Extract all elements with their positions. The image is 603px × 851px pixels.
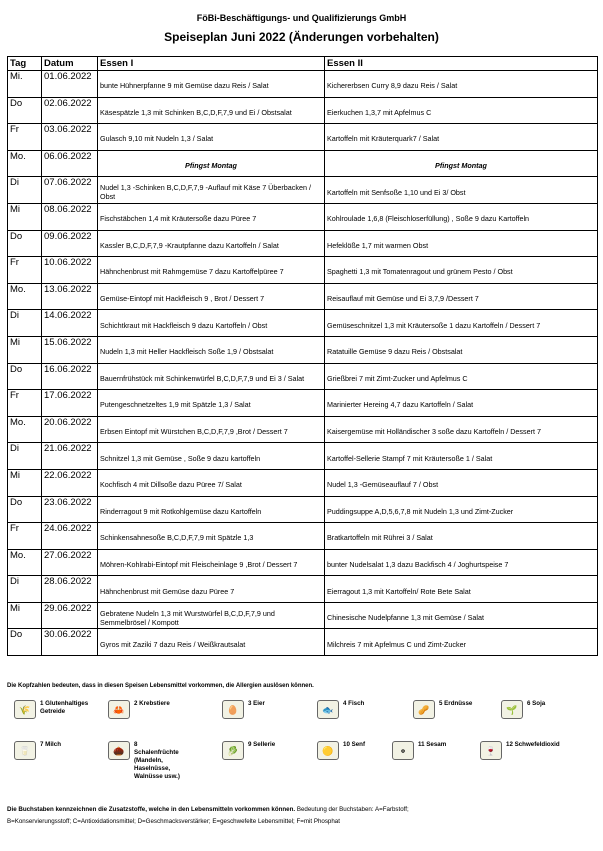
allergen-label: 7 Milch xyxy=(40,741,61,748)
table-row xyxy=(8,230,598,257)
essen-2-cell: Eierragout 1,3 mit Kartoffeln/ Rote Bete Salat xyxy=(325,576,598,603)
allergen-label: 11 Sesam xyxy=(418,741,447,748)
essen-2-cell: Kaisergemüse mit Holländischer 3 soße dazu Kartoffeln / Dessert 7 xyxy=(325,416,598,443)
day-cell: Fr xyxy=(8,523,42,550)
sulfur-icon: 🍷 xyxy=(480,741,502,760)
essen-2-cell: Hefeklöße 1,7 mit warmen Obst xyxy=(325,230,598,257)
fish-icon: 🐟 xyxy=(317,700,339,719)
allergen-legend-item xyxy=(392,741,477,760)
additives-definitions: B=Konservierungsstoff; C=Antioxidationsmittel; D=Geschmacksverstärker; E=geschwefelte Lebensmittel; F=mit Phosphat xyxy=(7,818,340,825)
additives-note xyxy=(7,806,597,814)
essen-1-cell: Bauernfrühstück mit Schinkenwürfel B,C,D,F,7,9 und Ei 3 / Salat xyxy=(98,363,325,390)
table-row xyxy=(8,523,598,550)
table-row xyxy=(8,97,598,124)
essen-1-cell: Gulasch 9,10 mit Nudeln 1,3 / Salat xyxy=(98,124,325,151)
table-row xyxy=(8,150,598,177)
table-row xyxy=(8,203,598,230)
peanut-icon: 🥜 xyxy=(413,700,435,719)
essen-2-cell: Puddingsuppe A,D,5,6,7,8 mit Nudeln 1,3 und Zimt-Zucker xyxy=(325,496,598,523)
essen-1-cell: Gyros mit Zaziki 7 dazu Reis / Weißkrautsalat xyxy=(98,629,325,656)
table-row xyxy=(8,469,598,496)
allergen-legend-item xyxy=(222,700,307,719)
date-cell: 22.06.2022 xyxy=(42,469,98,496)
essen-2-cell: Marinierter Hereing 4,7 dazu Kartoffeln / Salat xyxy=(325,390,598,417)
celery-icon: 🥬 xyxy=(222,741,244,760)
essen-2-cell: Bratkartoffeln mit Rührei 3 / Salat xyxy=(325,523,598,550)
date-cell: 09.06.2022 xyxy=(42,230,98,257)
allergen-legend-item xyxy=(501,700,586,719)
date-cell: 06.06.2022 xyxy=(42,150,98,177)
date-cell: 28.06.2022 xyxy=(42,576,98,603)
date-cell: 29.06.2022 xyxy=(42,602,98,629)
essen-1-cell: Rinderragout 9 mit Rotkohlgemüse dazu Kartoffeln xyxy=(98,496,325,523)
menu-table xyxy=(7,56,598,656)
day-cell: Do xyxy=(8,363,42,390)
essen-2-cell: Reisauflauf mit Gemüse und Ei 3,7,9 /Dessert 7 xyxy=(325,283,598,310)
table-row xyxy=(8,310,598,337)
table-row xyxy=(8,443,598,470)
allergen-legend-item xyxy=(108,741,183,781)
day-cell: Mo. xyxy=(8,549,42,576)
header-datum: Datum xyxy=(42,57,98,71)
soy-icon: 🌱 xyxy=(501,700,523,719)
essen-1-cell: Käsespätzle 1,3 mit Schinken B,C,D,F,7,9 und Ei / Obstsalat xyxy=(98,97,325,124)
day-cell: Mo. xyxy=(8,416,42,443)
essen-1-cell: Schinkensahnesoße B,C,D,F,7,9 mit Spätzle 1,3 xyxy=(98,523,325,550)
date-cell: 15.06.2022 xyxy=(42,336,98,363)
allergen-label: 3 Eier xyxy=(248,700,265,707)
date-cell: 08.06.2022 xyxy=(42,203,98,230)
essen-1-cell: Kochfisch 4 mit Dillsoße dazu Püree 7/ Salat xyxy=(98,469,325,496)
essen-2-cell: Grießbrei 7 mit Zimt-Zucker und Apfelmus C xyxy=(325,363,598,390)
essen-1-cell: Erbsen Eintopf mit Würstchen B,C,D,F,7,9 ,Brot / Dessert 7 xyxy=(98,416,325,443)
table-row xyxy=(8,177,598,204)
allergen-label: 9 Sellerie xyxy=(248,741,276,748)
essen-1-cell: Nudeln 1,3 mit Heller Hackfleisch Soße 1,9 / Obstsalat xyxy=(98,336,325,363)
table-row xyxy=(8,390,598,417)
table-row xyxy=(8,257,598,284)
essen-1-cell: Kassler B,C,D,F,7,9 -Krautpfanne dazu Kartoffeln / Salat xyxy=(98,230,325,257)
table-row xyxy=(8,602,598,629)
day-cell: Mi xyxy=(8,602,42,629)
essen-1-cell: Möhren-Kohlrabi-Eintopf mit Fleischeinlage 9 ,Brot / Dessert 7 xyxy=(98,549,325,576)
day-cell: Di xyxy=(8,443,42,470)
date-cell: 30.06.2022 xyxy=(42,629,98,656)
date-cell: 20.06.2022 xyxy=(42,416,98,443)
allergen-label: 8 Schalenfrüchte (Mandeln, Haselnüsse, Walnüsse usw.) xyxy=(134,741,180,780)
table-row xyxy=(8,496,598,523)
header-essen-2: Essen II xyxy=(325,57,598,71)
essen-2-cell: Kichererbsen Curry 8,9 dazu Reis / Salat xyxy=(325,71,598,98)
allergen-legend-item xyxy=(317,700,402,719)
table-row xyxy=(8,363,598,390)
table-row xyxy=(8,71,598,98)
mustard-icon: 🟡 xyxy=(317,741,339,760)
table-row xyxy=(8,416,598,443)
allergen-legend-item xyxy=(14,700,99,719)
date-cell: 01.06.2022 xyxy=(42,71,98,98)
allergen-label: 10 Senf xyxy=(343,741,366,748)
day-cell: Mi. xyxy=(8,71,42,98)
essen-1-cell: Fischstäbchen 1,4 mit Kräutersoße dazu Püree 7 xyxy=(98,203,325,230)
sesame-icon: ⚬ xyxy=(392,741,414,760)
organization-name: FöBi-Beschäftigungs- und Qualifizierungs GmbH xyxy=(196,13,407,23)
day-cell: Di xyxy=(8,310,42,337)
essen-2-cell: Milchreis 7 mit Apfelmus C und Zimt-Zucker xyxy=(325,629,598,656)
additives-note-bold: Die Buchstaben kennzeichnen die Zusatzstoffe, welche in den Lebensmitteln vorkommen können. xyxy=(7,806,296,813)
page-title: Speiseplan Juni 2022 (Änderungen vorbehalten) xyxy=(164,30,439,44)
essen-1-cell: bunte Hühnerpfanne 9 mit Gemüse dazu Reis / Salat xyxy=(98,71,325,98)
essen-2-cell: Gemüseschnitzel 1,3 mit Kräutersoße 1 dazu Kartoffeln / Dessert 7 xyxy=(325,310,598,337)
date-cell: 16.06.2022 xyxy=(42,363,98,390)
day-cell: Mi xyxy=(8,336,42,363)
essen-1-cell: Schnitzel 1,3 mit Gemüse , Soße 9 dazu kartoffeln xyxy=(98,443,325,470)
essen-1-cell: Hähnchenbrust mit Gemüse dazu Püree 7 xyxy=(98,576,325,603)
day-cell: Do xyxy=(8,496,42,523)
essen-2-cell: Kohlroulade 1,6,8 (Fleischloserfüllung) , Soße 9 dazu Kartoffeln xyxy=(325,203,598,230)
nut-icon: 🌰 xyxy=(108,741,130,760)
egg-icon: 🥚 xyxy=(222,700,244,719)
day-cell: Mi xyxy=(8,469,42,496)
essen-1-cell: Gebratene Nudeln 1,3 mit Wurstwürfel B,C,D,F,7,9 und Semmelbrösel / Kompott xyxy=(98,602,325,629)
allergen-legend-item xyxy=(480,741,565,760)
essen-1-cell: Hähnchenbrust mit Rahmgemüse 7 dazu Kartoffelpüree 7 xyxy=(98,257,325,284)
grain-icon: 🌾 xyxy=(14,700,36,719)
date-cell: 17.06.2022 xyxy=(42,390,98,417)
allergen-legend-title: Die Kopfzahlen bedeuten, dass in diesen Speisen Lebensmittel vorkommen, die Allergien auslösen können. xyxy=(7,683,314,689)
additives-note-intro: Bedeutung der Buchstaben: A=Farbstoff; xyxy=(296,806,409,813)
date-cell: 13.06.2022 xyxy=(42,283,98,310)
day-cell: Di xyxy=(8,576,42,603)
table-row xyxy=(8,283,598,310)
essen-1-cell: Pfingst Montag xyxy=(98,150,325,177)
allergen-label: 6 Soja xyxy=(527,700,546,707)
table-header-row xyxy=(8,57,598,71)
header-tag: Tag xyxy=(8,57,42,71)
table-row xyxy=(8,336,598,363)
essen-2-cell: Spaghetti 1,3 mit Tomatenragout und grünem Pesto / Obst xyxy=(325,257,598,284)
date-cell: 24.06.2022 xyxy=(42,523,98,550)
date-cell: 02.06.2022 xyxy=(42,97,98,124)
allergen-label: 1 Glutenhaltiges Getreide xyxy=(40,700,89,715)
allergen-label: 12 Schwefeldioxid xyxy=(506,741,560,748)
day-cell: Do xyxy=(8,230,42,257)
allergen-legend-item xyxy=(14,741,99,760)
essen-1-cell: Gemüse-Eintopf mit Hackfleisch 9 , Brot / Dessert 7 xyxy=(98,283,325,310)
table-row xyxy=(8,549,598,576)
essen-2-cell: Pfingst Montag xyxy=(325,150,598,177)
date-cell: 10.06.2022 xyxy=(42,257,98,284)
crab-icon: 🦀 xyxy=(108,700,130,719)
allergen-legend-item xyxy=(413,700,498,719)
essen-1-cell: Nudel 1,3 -Schinken B,C,D,F,7,9 -Auflauf mit Käse 7 Überbacken / Obst xyxy=(98,177,325,204)
allergen-legend-item xyxy=(222,741,307,760)
day-cell: Do xyxy=(8,97,42,124)
essen-2-cell: bunter Nudelsalat 1,3 dazu Backfisch 4 / Joghurtspeise 7 xyxy=(325,549,598,576)
essen-2-cell: Chinesische Nudelpfanne 1,3 mit Gemüse / Salat xyxy=(325,602,598,629)
date-cell: 07.06.2022 xyxy=(42,177,98,204)
day-cell: Di xyxy=(8,177,42,204)
essen-1-cell: Putengeschnetzeltes 1,9 mit Spätzle 1,3 / Salat xyxy=(98,390,325,417)
allergen-label: 5 Erdnüsse xyxy=(439,700,473,707)
date-cell: 21.06.2022 xyxy=(42,443,98,470)
essen-2-cell: Eierkuchen 1,3,7 mit Apfelmus C xyxy=(325,97,598,124)
essen-2-cell: Ratatuille Gemüse 9 dazu Reis / Obstsalat xyxy=(325,336,598,363)
allergen-legend-item xyxy=(108,700,193,719)
essen-1-cell: Schichtkraut mit Hackfleisch 9 dazu Kartoffeln / Obst xyxy=(98,310,325,337)
table-row xyxy=(8,576,598,603)
essen-2-cell: Kartoffeln mit Senfsoße 1,10 und Ei 3/ Obst xyxy=(325,177,598,204)
milk-icon: 🥛 xyxy=(14,741,36,760)
day-cell: Fr xyxy=(8,124,42,151)
date-cell: 27.06.2022 xyxy=(42,549,98,576)
header-essen-1: Essen I xyxy=(98,57,325,71)
essen-2-cell: Kartoffeln mit Kräuterquark7 / Salat xyxy=(325,124,598,151)
essen-2-cell: Nudel 1,3 -Gemüseauflauf 7 / Obst xyxy=(325,469,598,496)
day-cell: Mi xyxy=(8,203,42,230)
essen-2-cell: Kartoffel-Sellerie Stampf 7 mit Kräutersoße 1 / Salat xyxy=(325,443,598,470)
date-cell: 23.06.2022 xyxy=(42,496,98,523)
table-row xyxy=(8,629,598,656)
day-cell: Do xyxy=(8,629,42,656)
day-cell: Fr xyxy=(8,257,42,284)
date-cell: 03.06.2022 xyxy=(42,124,98,151)
day-cell: Fr xyxy=(8,390,42,417)
allergen-label: 4 Fisch xyxy=(343,700,365,707)
day-cell: Mo. xyxy=(8,283,42,310)
table-row xyxy=(8,124,598,151)
date-cell: 14.06.2022 xyxy=(42,310,98,337)
allergen-label: 2 Krebstiere xyxy=(134,700,170,707)
day-cell: Mo. xyxy=(8,150,42,177)
allergen-legend-item xyxy=(317,741,402,760)
